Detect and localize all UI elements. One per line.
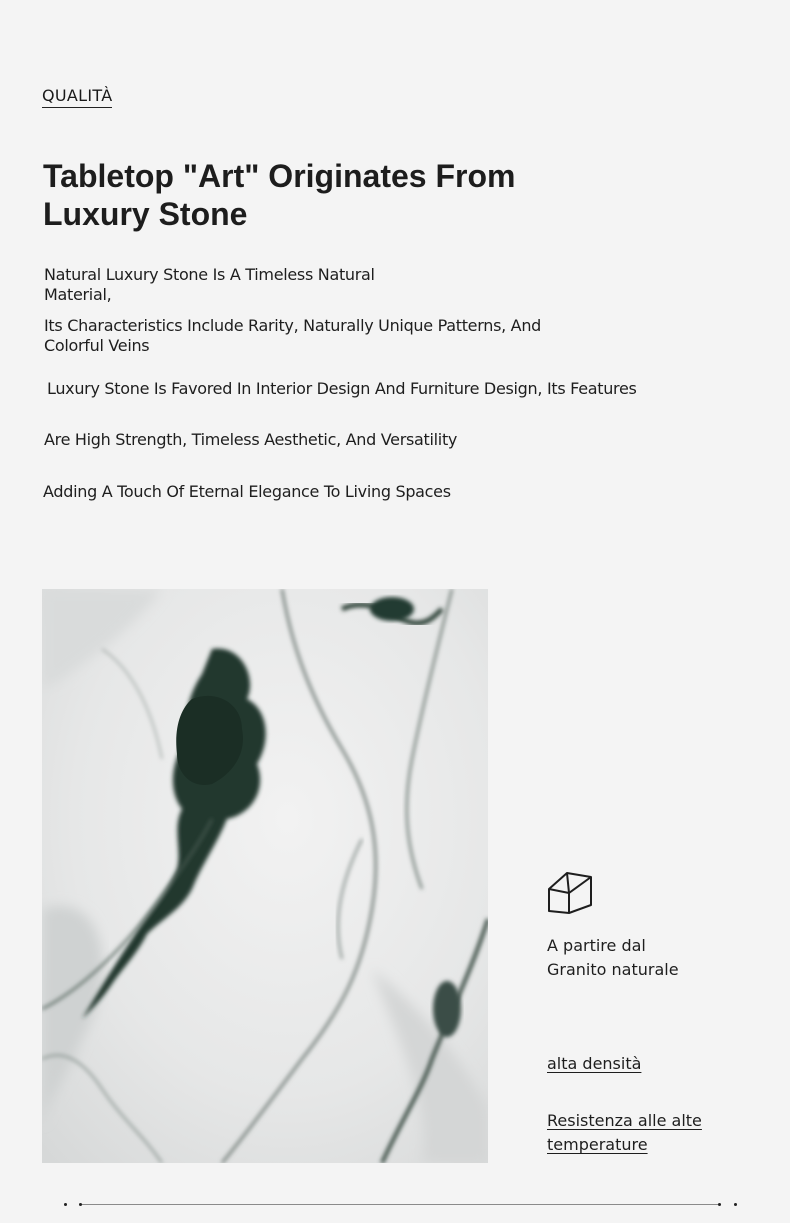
- feature-title: [547, 934, 747, 982]
- paragraph-5: Adding A Touch Of Eternal Elegance To Living Spaces: [43, 482, 451, 501]
- feature-title-line-1: A partire dal: [547, 936, 646, 955]
- house-outline-icon: [547, 869, 593, 915]
- feature-title-line-2: Granito naturale: [547, 960, 679, 979]
- footer-divider: [82, 1204, 718, 1205]
- paragraph-4: Are High Strength, Timeless Aesthetic, And Versatility: [44, 430, 458, 449]
- footer-dot: [718, 1203, 721, 1206]
- footer-dot: [64, 1203, 67, 1206]
- paragraph-3: Luxury Stone Is Favored In Interior Design And Furniture Design, Its Features: [47, 379, 637, 398]
- page-headline: Tabletop "Art" Originates From Luxury Stone: [43, 158, 516, 232]
- footer-dot: [734, 1203, 737, 1206]
- paragraph-2: Its Characteristics Include Rarity, Naturally Unique Patterns, And Colorful Veins: [44, 316, 542, 355]
- link-high-density[interactable]: alta densità: [547, 1054, 642, 1073]
- marble-texture-image: [42, 589, 488, 1163]
- section-eyebrow: QUALITÀ: [42, 87, 112, 108]
- paragraph-1: Natural Luxury Stone Is A Timeless Natural Material,: [44, 265, 375, 304]
- link-heat-resistance[interactable]: Resistenza alle alte temperature: [547, 1111, 702, 1154]
